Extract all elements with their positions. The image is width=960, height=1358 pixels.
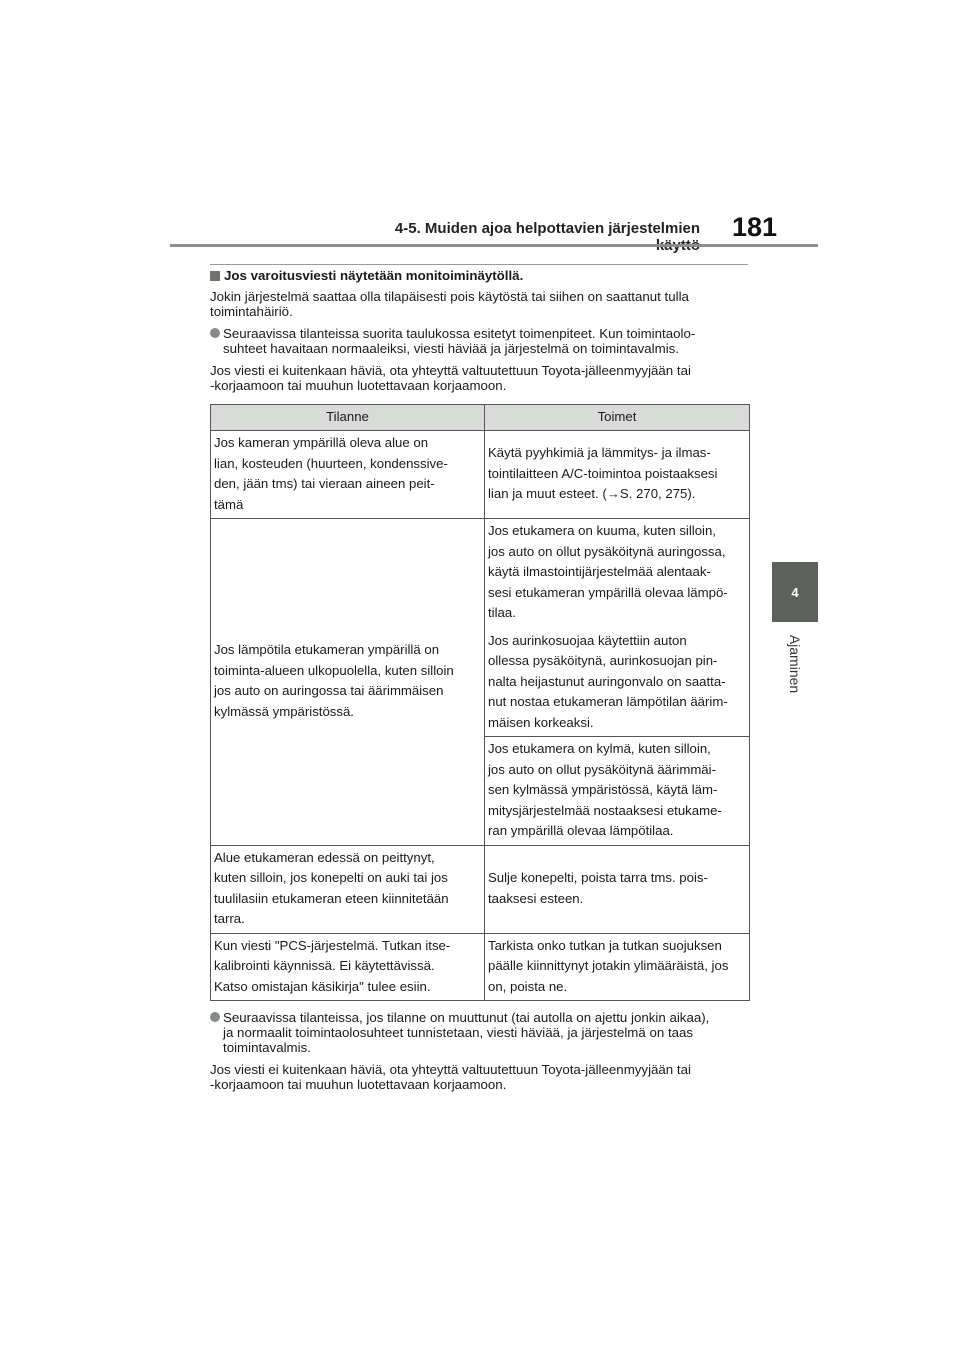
note2-line: -korjaamoon tai muuhun luotettavaan korjaamoon.	[210, 1077, 507, 1092]
cell-line: tämä	[214, 496, 244, 512]
cell-line: päälle kiinnittynyt jotakin ylimääräistä, jos	[488, 958, 729, 973]
heading-text: Jos varoitusviesti näytetään monitoiminäytöllä.	[224, 268, 524, 283]
page-number: 181	[732, 212, 778, 242]
cell-line: lian ja muut esteet. (→S. 270, 275).	[488, 486, 696, 502]
note-paragraph-2	[210, 1062, 750, 1092]
square-bullet-icon	[210, 271, 220, 281]
chapter-tab	[772, 562, 818, 622]
cell-line: kalibrointi käynnissä. Ei käytettävissä.	[214, 958, 435, 973]
cell-line: tarra.	[214, 911, 245, 926]
cell-line: sesi etukameran ympärillä olevaa lämpö-	[488, 584, 728, 600]
bullet1-line: suhteet havaitaan normaaleiksi, viesti häviää ja järjestelmä on toimintavalmis.	[223, 341, 680, 356]
bullet2-line: ja normaalit toimintaolosuhteet tunnistetaan, viesti häviää, ja järjestelmä on taas	[223, 1025, 694, 1040]
bullet-item-2	[210, 1010, 750, 1055]
column-header-action: Toimet	[485, 405, 750, 431]
cell-line: Jos aurinkosuojaa käytettiin auton	[488, 632, 687, 648]
action-cell	[485, 431, 750, 519]
cell-line: kylmässä ympäristössä.	[214, 703, 354, 719]
cell-line: mäisen korkeaksi.	[488, 714, 594, 730]
cell-line: Katso omistajan käsikirja" tulee esiin.	[214, 978, 431, 994]
cell-line: jos auto on ollut pysäköitynä äärimmäi-	[488, 761, 716, 777]
cell-line: den, jään tms) tai vieraan aineen peit-	[214, 476, 435, 491]
action-cell	[485, 845, 750, 933]
cell-line: sen kylmässä ympäristössä, käytä läm-	[488, 782, 718, 797]
cell-line: toiminta-alueen ulkopuolella, kuten silloin	[214, 662, 454, 678]
section-title: 4-5. Muiden ajoa helpottavien järjestelmien	[394, 220, 700, 237]
table-row	[211, 519, 750, 737]
note1-line: Jos viesti ei kuitenkaan häviä, ota yhteyttä valtuutettuun Toyota-jälleenmyyjään tai	[210, 363, 691, 378]
cell-line: Alue etukameran edessä on peittynyt,	[214, 849, 435, 865]
circle-bullet-icon	[210, 1012, 220, 1022]
cell-line: Jos etukamera on kuuma, kuten silloin,	[488, 523, 716, 538]
cell-line: Sulje konepelti, poista tarra tms. pois-	[488, 870, 708, 885]
page-content	[210, 268, 750, 1099]
situation-cell	[211, 431, 485, 519]
bullet-item-1	[210, 326, 750, 356]
note1-line: -korjaamoon tai muuhun luotettavaan korjaamoon.	[210, 378, 507, 393]
action-cell	[485, 933, 750, 1001]
action-cell	[485, 519, 750, 737]
column-header-situation: Tilanne	[211, 405, 485, 431]
bullet2-line: Seuraavissa tilanteissa, jos tilanne on muuttunut (tai autolla on ajettu jonkin aikaa),	[223, 1010, 710, 1025]
cell-line: nalta heijastunut auringonvalo on saatta-	[488, 673, 726, 689]
action-cell	[485, 737, 750, 846]
situation-cell	[211, 519, 485, 846]
table-row	[211, 933, 750, 1001]
cell-line: Jos etukamera on kylmä, kuten silloin,	[488, 741, 711, 756]
cell-line: lian, kosteuden (huurteen, kondenssive-	[214, 455, 448, 471]
bullet2-line: toimintavalmis.	[223, 1040, 311, 1055]
section-heading	[210, 268, 750, 283]
cell-line: nut nostaa etukameran lämpötilan äärim-	[488, 694, 728, 709]
cell-line: Jos lämpötila etukameran ympärillä on	[214, 642, 440, 658]
header-rule	[170, 244, 818, 247]
note2-line: Jos viesti ei kuitenkaan häviä, ota yhteyttä valtuutettuun Toyota-jälleenmyyjään tai	[210, 1062, 691, 1077]
situation-action-table	[210, 404, 750, 1001]
cell-line: jos auto on ollut pysäköitynä auringossa,	[488, 543, 726, 559]
table-row	[211, 845, 750, 933]
cell-line: Käytä pyyhkimiä ja lämmitys- ja ilmas-	[488, 445, 711, 461]
cell-line: taaksesi esteen.	[488, 890, 584, 906]
table-row	[211, 431, 750, 519]
cell-line: tilaa.	[488, 605, 516, 620]
bullet1-line: Seuraavissa tilanteissa suorita taulukossa esitetyt toimenpiteet. Kun toimintaolo-	[223, 326, 696, 341]
situation-cell	[211, 933, 485, 1001]
cell-line: jos auto on auringossa tai äärimmäisen	[214, 683, 444, 699]
intro-paragraph: Jokin järjestelmä saattaa olla tilapäisesti pois käytöstä tai siihen on saattanut tulla toimintahäiriö.	[210, 289, 689, 319]
situation-cell	[211, 845, 485, 933]
circle-bullet-icon	[210, 328, 220, 338]
cell-line: mitysjärjestelmää nostaaksesi etukame-	[488, 802, 722, 818]
cell-line: tuulilasiin etukameran eteen kiinnitetään	[214, 890, 449, 906]
cell-line: tointilaitteen A/C-toimintoa poistaaksesi	[488, 465, 718, 481]
chapter-number: 4	[791, 584, 799, 600]
cell-line: on, poista ne.	[488, 978, 568, 994]
note-paragraph-1	[210, 363, 750, 393]
cell-line: Kun viesti "PCS-järjestelmä. Tutkan itse-	[214, 937, 451, 953]
chapter-label: Ajaminen	[787, 634, 803, 694]
section-rule	[210, 264, 748, 265]
cell-line: Jos kameran ympärillä oleva alue on	[214, 435, 429, 450]
cell-line: ollessa pysäköitynä, aurinkosuojan pin-	[488, 653, 718, 668]
cell-line: Tarkista onko tutkan ja tutkan suojuksen	[488, 937, 722, 953]
cell-line: käytä ilmastointijärjestelmää alentaak-	[488, 564, 711, 579]
cell-line: ran ympärillä olevaa lämpötilaa.	[488, 823, 674, 838]
table-header-row	[211, 405, 750, 431]
cell-line: kuten silloin, jos konepelti on auki tai jos	[214, 870, 448, 885]
